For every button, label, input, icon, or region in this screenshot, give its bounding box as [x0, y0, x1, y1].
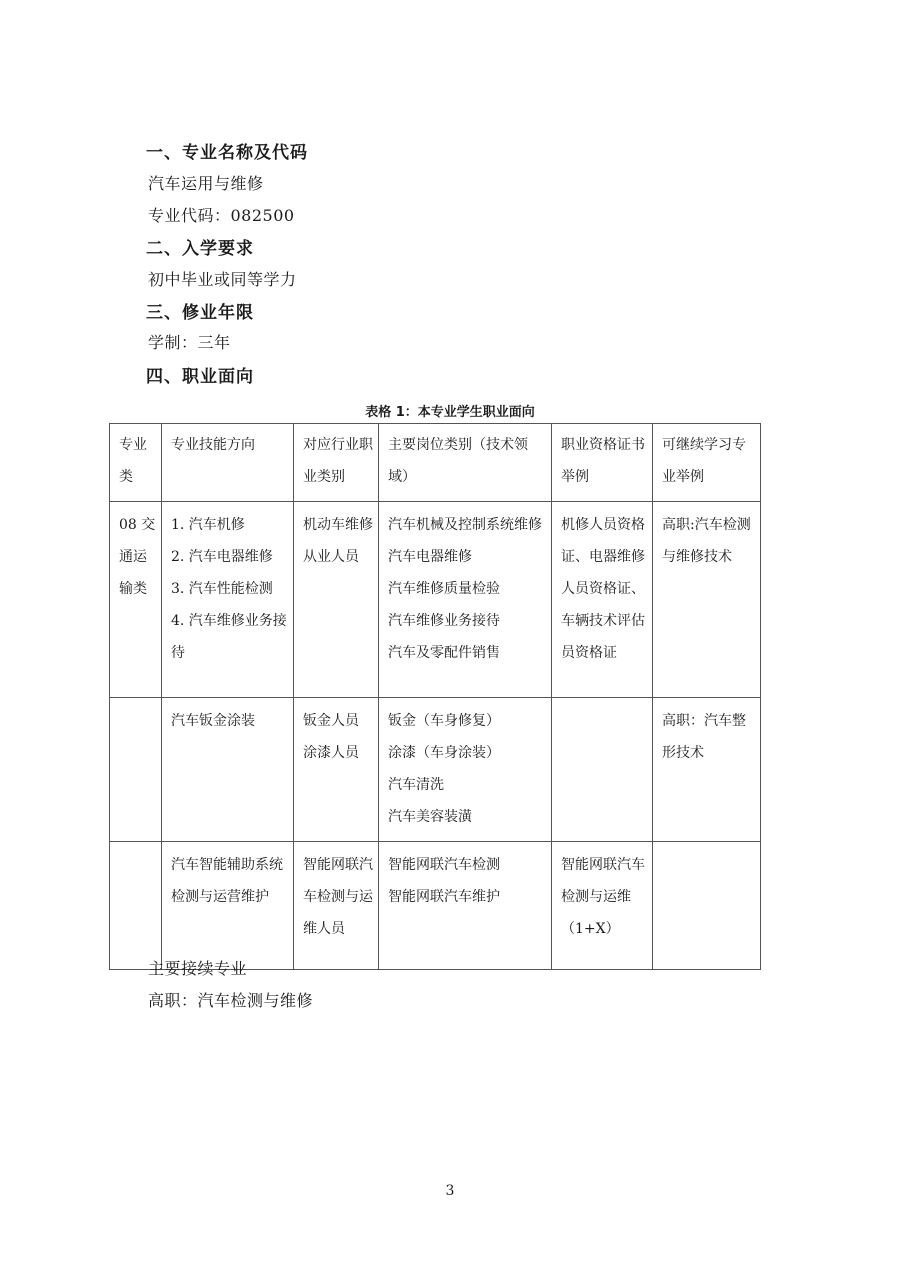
cell-positions [379, 698, 552, 842]
position-item: 涂漆（车身涂装） [388, 745, 500, 761]
cell-certificates: 机修人员资格证、电器维修人员资格证、车辆技术评估员资格证 [552, 502, 653, 698]
cell-industry: 机动车维修从业人员 [294, 502, 379, 698]
major-name: 汽车运用与维修 [148, 174, 264, 193]
section-heading-career: 四、职业面向 [146, 367, 254, 387]
cell-skills [162, 502, 294, 698]
header-cell: 主要岗位类别（技术领域） [379, 424, 552, 502]
skill-item: 4. 汽车维修业务接待 [171, 613, 287, 661]
skill-item: 3. 汽车性能检测 [171, 581, 273, 597]
cell-category: 08 交通运输类 [110, 502, 162, 698]
section-heading-duration: 三、修业年限 [146, 303, 254, 323]
cell-skills [162, 842, 294, 970]
position-item: 汽车维修业务接待 [388, 613, 500, 629]
position-item: 汽车清洗 [388, 777, 444, 793]
header-cell: 可继续学习专业举例 [653, 424, 761, 502]
cell-industry: 智能网联汽车检测与运维人员 [294, 842, 379, 970]
industry-item: 涂漆人员 [303, 745, 359, 761]
position-item: 汽车及零配件销售 [388, 645, 500, 661]
cell-certificates [552, 698, 653, 842]
position-item: 智能网联汽车维护 [388, 889, 500, 905]
continuation-heading: 主要接续专业 [148, 959, 248, 978]
page-number: 3 [445, 1183, 455, 1199]
skill-item: 2. 汽车电器维修 [171, 549, 273, 565]
position-item: 钣金（车身修复） [388, 713, 500, 729]
skill-item: 汽车智能辅助系统检测与运营维护 [171, 857, 283, 905]
table-caption: 表格 1：本专业学生职业面向 [365, 405, 535, 420]
cell-further-study: 高职：汽车整形技术 [653, 698, 761, 842]
header-cell: 对应行业职业类别 [294, 424, 379, 502]
cell-further-study: 高职:汽车检测与维修技术 [653, 502, 761, 698]
cell-category [110, 698, 162, 842]
header-cell: 专业技能方向 [162, 424, 294, 502]
career-orientation-table [109, 423, 761, 970]
cell-positions [379, 502, 552, 698]
table-header-row [110, 424, 761, 502]
cell-certificates: 智能网联汽车检测与运维（1+X） [552, 842, 653, 970]
cell-positions [379, 842, 552, 970]
section-heading-admission: 二、入学要求 [146, 239, 254, 259]
position-item: 汽车美容装潢 [388, 809, 472, 825]
industry-item: 钣金人员 [303, 713, 359, 729]
admission-requirement: 初中毕业或同等学力 [148, 270, 297, 289]
header-cell: 职业资格证书举例 [552, 424, 653, 502]
table-row [110, 842, 761, 970]
position-item: 汽车维修质量检验 [388, 581, 500, 597]
cell-category [110, 842, 162, 970]
table-row [110, 698, 761, 842]
skill-item: 1. 汽车机修 [171, 517, 245, 533]
table-row [110, 502, 761, 698]
position-item: 智能网联汽车检测 [388, 857, 500, 873]
study-duration: 学制：三年 [148, 333, 231, 352]
cell-skills [162, 698, 294, 842]
header-cell: 专业类 [110, 424, 162, 502]
cell-industry [294, 698, 379, 842]
continuation-major: 高职：汽车检测与维修 [148, 991, 314, 1010]
position-item: 汽车机械及控制系统维修 [388, 517, 542, 533]
major-code: 专业代码：082500 [148, 206, 295, 225]
position-item: 汽车电器维修 [388, 549, 472, 565]
skill-item: 汽车钣金涂装 [171, 713, 255, 729]
cell-further-study [653, 842, 761, 970]
section-heading-major-name: 一、专业名称及代码 [146, 143, 308, 163]
